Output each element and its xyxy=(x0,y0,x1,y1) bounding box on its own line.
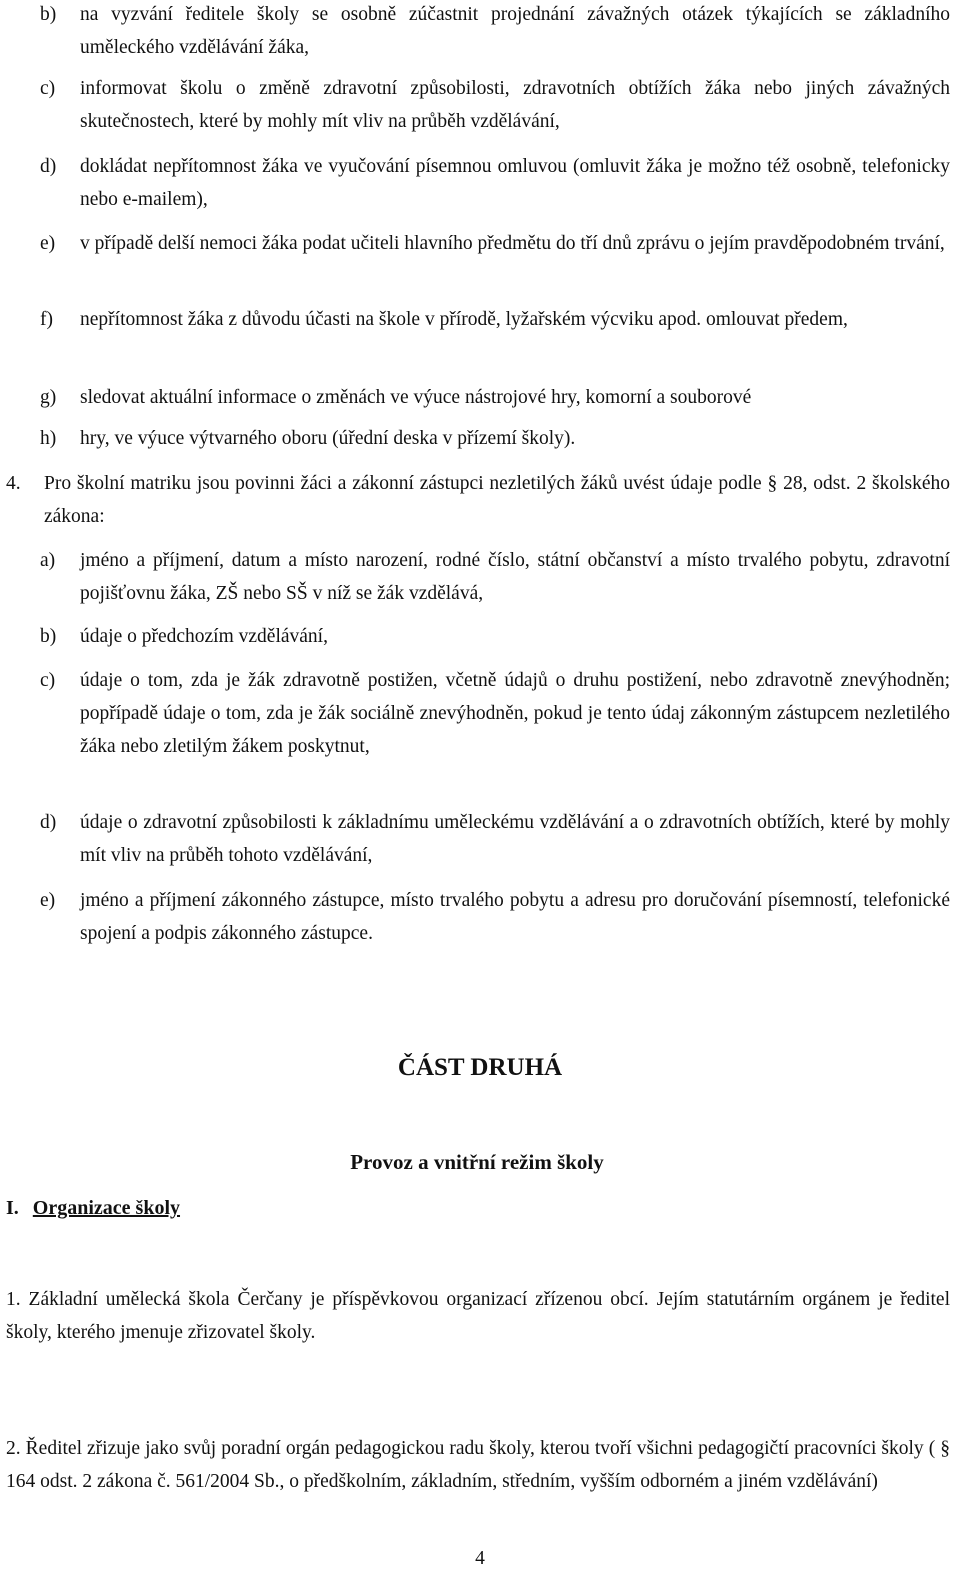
list-item-text: dokládat nepřítomnost žáka ve vyučování písemnou omluvou (omluvit žáka je možno též osobně, telefonicky nebo e-mailem), xyxy=(80,156,950,210)
list-marker: g) xyxy=(40,387,57,408)
list-item xyxy=(0,806,950,872)
point-text: Pro školní matriku jsou povinni žáci a zákonní zástupci nezletilých žáků uvést údaje podle § 28, odst. 2 školského zákona: xyxy=(44,473,950,527)
list-item-text: jméno a příjmení zákonného zástupce, místo trvalého pobytu a adresu pro doručování písemností, telefonické spojení a podpis zákonného zástupce. xyxy=(80,890,950,944)
list-item-text: hry, ve výuce výtvarného oboru (úřední deska v přízemí školy). xyxy=(80,428,576,449)
list-marker: a) xyxy=(40,550,56,571)
list-item-text: v případě delší nemoci žáka podat učiteli hlavního předmětu do tří dnů zprávu o jejím pravděpodobném trvání, xyxy=(80,233,945,254)
part-heading: ČÁST DRUHÁ xyxy=(397,1054,563,1081)
section-heading xyxy=(6,1197,180,1220)
part-subheading: Provoz a vnitřní režim školy xyxy=(350,1150,604,1174)
list-item xyxy=(0,303,950,336)
list-item xyxy=(0,381,950,414)
list-item xyxy=(0,544,950,610)
list-item xyxy=(0,422,950,455)
page-number: 4 xyxy=(475,1548,485,1569)
numbered-point xyxy=(6,467,950,533)
list-marker: h) xyxy=(40,428,57,449)
paragraph-1: 1. Základní umělecká škola Čerčany je příspěvkovou organizací zřízenou obcí. Jejím statutárním orgánem je ředitel školy, kterého jmenuje zřizovatel školy. xyxy=(6,1289,950,1343)
list-item xyxy=(0,227,950,260)
list-item xyxy=(0,0,950,64)
list-marker: c) xyxy=(40,670,56,691)
list-item xyxy=(0,72,950,138)
list-item-text: jméno a příjmení, datum a místo narození, rodné číslo, státní občanství a místo trvalého pobytu, zdravotní pojišťovnu žáka, ZŠ nebo SŠ v níž se žák vzdělává, xyxy=(80,550,950,604)
list-item xyxy=(0,664,950,763)
list-item-text: nepřítomnost žáka z důvodu účasti na škole v přírodě, lyžařském výcviku apod. omlouvat předem, xyxy=(80,309,848,330)
list-item-text: sledovat aktuální informace o změnách ve výuce nástrojové hry, komorní a souborové xyxy=(80,387,752,408)
list-marker: b) xyxy=(40,4,57,25)
point-number: 4. xyxy=(6,473,21,494)
list-marker: f) xyxy=(40,309,53,330)
paragraph-2: 2. Ředitel zřizuje jako svůj poradní orgán pedagogickou radu školy, kterou tvoří všichni pedagogičtí pracovníci školy ( § 164 odst. 2 zákona č. 561/2004 Sb., o předškolním, základním, středním, vyšším odborném a jiném vzdělávání) xyxy=(6,1438,950,1492)
section-title: Organizace školy xyxy=(32,1197,181,1219)
list-marker: e) xyxy=(40,890,56,911)
list-marker: c) xyxy=(40,78,56,99)
list-marker: d) xyxy=(40,156,57,177)
list-item-text: informovat školu o změně zdravotní způsobilosti, zdravotních obtížích žáka nebo jiných závažných skutečnostech, které by mohly mít vliv na průběh vzdělávání, xyxy=(80,78,950,132)
list-item xyxy=(0,150,950,216)
list-item-text: údaje o tom, zda je žák zdravotně postižen, včetně údajů o druhu postižení, nebo zdravotně znevýhodněn; popřípadě údaje o tom, zda je žák sociálně znevýhodněn, pokud je tento údaj zákonným zástupcem nezletilého žáka nebo zletilým žákem poskytnut, xyxy=(80,670,950,757)
list-item-text: údaje o předchozím vzdělávání, xyxy=(80,626,328,647)
section-number: I. xyxy=(6,1197,19,1219)
list-marker: b) xyxy=(40,626,57,647)
list-item-text: na vyzvání ředitele školy se osobně zúčastnit projednání závažných otázek týkajících se základního uměleckého vzdělávání žáka, xyxy=(80,4,950,58)
list-item-text: údaje o zdravotní způsobilosti k základnímu uměleckému vzdělávání a o zdravotních obtížích, které by mohly mít vliv na průběh tohoto vzdělávání, xyxy=(80,812,950,866)
list-marker: e) xyxy=(40,233,56,254)
list-item xyxy=(0,620,950,653)
list-item xyxy=(0,884,950,950)
list-marker: d) xyxy=(40,812,57,833)
